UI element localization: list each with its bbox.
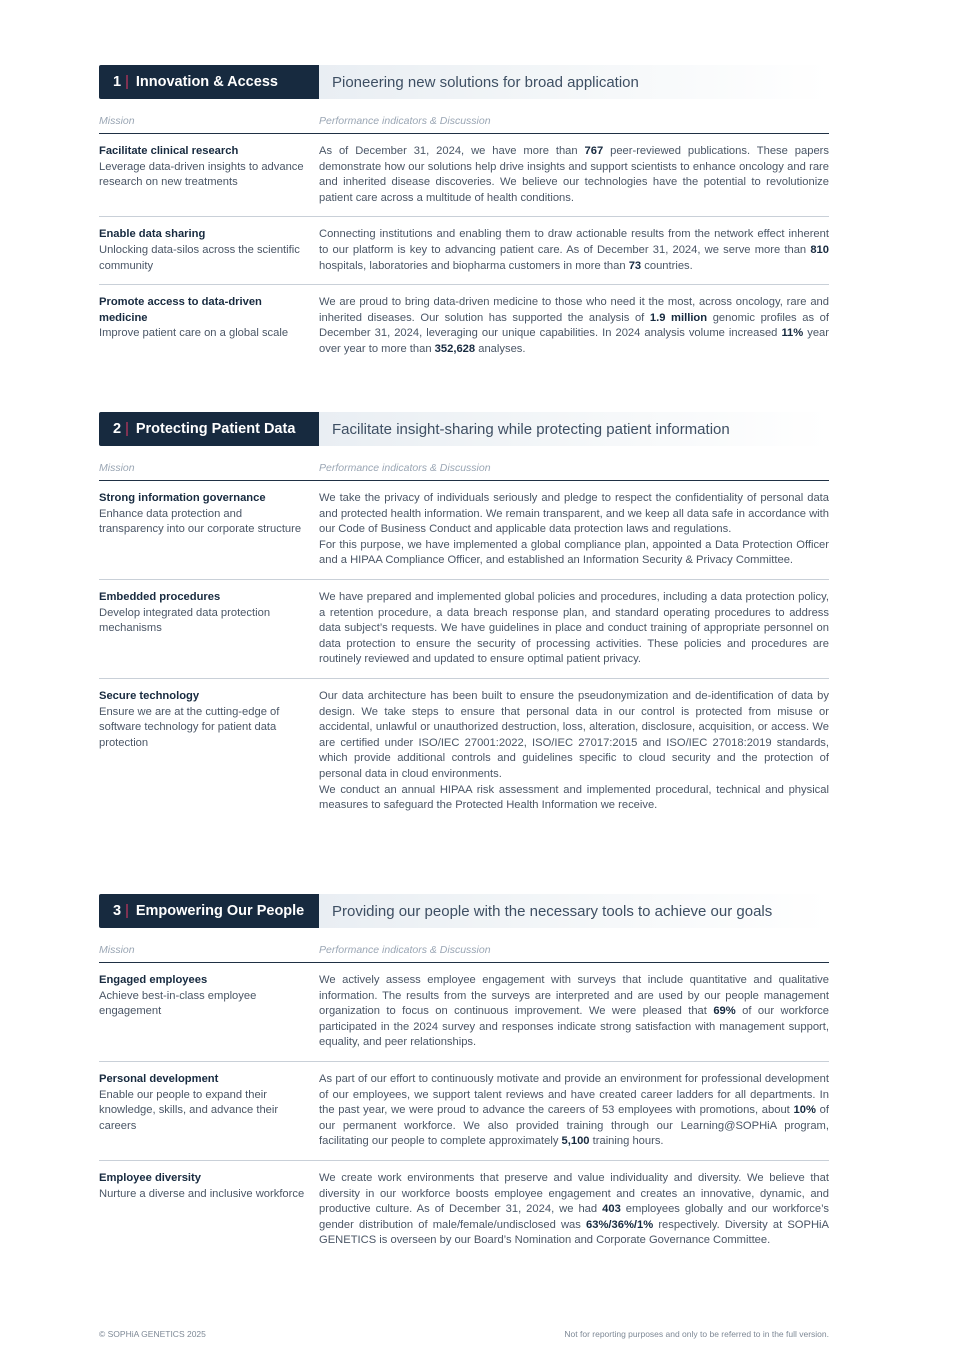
discussion-text: As of December 31, 2024, we have more than — [319, 145, 585, 157]
mission-description: Unlocking data-silos across the scientific community — [99, 243, 300, 272]
highlight-figure: 63%/36%/1% — [586, 1218, 654, 1231]
mission-title: Engaged employees — [99, 974, 208, 986]
discussion-paragraph — [319, 227, 829, 274]
discussion-text: For this purpose, we have implemented a global compliance plan, appointed a Data Protection Officer and a HIPAA Compliance Officer, and established an Information Security & Privacy Committee. — [319, 538, 829, 567]
discussion-text: We create work environments that preserve and value individuality and diversity. We believe that diversity in our workforce boosts employee engagement and creates an innovative, dynamic, and productive culture. As of December 31, 2024, we had — [319, 1171, 829, 1216]
column-headers — [99, 115, 829, 134]
discussion-text: We actively assess employee engagement with surveys that include quantitative and qualitative information. The results from the surveys are interpreted and are used by our people management organization to focus on continuous improvement. We were pleased that — [319, 974, 829, 1018]
mission-rows — [99, 963, 829, 1259]
mission-cell — [99, 295, 319, 357]
discussion-text: year over year to more than — [319, 327, 830, 355]
highlight-figure: 69% — [713, 1005, 736, 1018]
highlight-figure: 10% — [793, 1104, 816, 1117]
table-row — [99, 285, 829, 367]
discussion-text: employees globally and our workforce’s gender distribution of male/female/undisclosed was — [319, 1203, 829, 1231]
section-header — [99, 412, 829, 446]
mission-cell — [99, 590, 319, 668]
highlight-figure: 403 — [602, 1203, 621, 1216]
discussion-text: Connecting institutions and enabling them to draw actionable results from the network effect inherent to our platform is key to advancing patient care. As of December 31, 2024, we serve more than — [319, 228, 829, 256]
mission-description: Enhance data protection and transparency into our corporate structure — [99, 507, 302, 536]
section-title: Protecting Patient Data — [135, 421, 296, 437]
discussion-text: We are proud to bring data-driven medicine to those who need it the most, across oncology, rare and inherited diseases. Our solution has supported the analysis of — [319, 296, 829, 324]
mission-title: Enable data sharing — [99, 228, 206, 241]
table-row — [99, 679, 829, 824]
table-row — [99, 1062, 829, 1161]
mission-rows — [99, 134, 829, 368]
discussion-text: We conduct an annual HIPAA risk assessment and implemented procedural, technical and physical measures to safeguard the Protected Health Information we receive. — [319, 783, 829, 812]
section-divider: | — [125, 903, 129, 919]
section-protecting-patient-data — [99, 412, 829, 824]
mission-title: Secure technology — [99, 689, 200, 702]
discussion-paragraph — [319, 538, 829, 569]
section-title: Empowering Our People — [135, 903, 305, 919]
discussion-paragraph — [319, 144, 829, 206]
column-header-mission: Mission — [99, 462, 135, 474]
discussion-cell — [319, 491, 829, 569]
discussion-text: We take the privacy of individuals seriously and pledge to respect the confidentiality of personal data and protected health information. We remain transparent, and we keep all data safe in accordance with our Code of Business Conduct and applicable data protection laws and regulations. — [319, 492, 829, 536]
discussion-cell — [319, 295, 829, 357]
mission-title: Facilitate clinical research — [99, 145, 239, 157]
column-header-performance: Performance indicators & Discussion — [319, 462, 491, 474]
section-number: 2 — [113, 421, 122, 437]
discussion-text: training hours. — [589, 1135, 664, 1148]
column-headers — [99, 944, 829, 963]
section-divider: | — [125, 74, 129, 90]
mission-title: Embedded procedures — [99, 590, 221, 603]
page-footer — [99, 1329, 829, 1339]
section-subtitle: Facilitate insight-sharing while protecting patient information — [319, 412, 829, 446]
mission-cell — [99, 227, 319, 274]
section-title-tab — [99, 412, 319, 446]
section-subtitle: Pioneering new solutions for broad application — [319, 65, 829, 99]
mission-description: Develop integrated data protection mechanisms — [99, 606, 271, 635]
mission-description: Enable our people to expand their knowledge, skills, and advance their careers — [99, 1088, 279, 1132]
discussion-cell — [319, 973, 829, 1051]
table-row — [99, 134, 829, 217]
table-row — [99, 217, 829, 285]
discussion-paragraph — [319, 973, 829, 1051]
highlight-figure: 11% — [781, 327, 804, 340]
table-row — [99, 963, 829, 1062]
discussion-text: Our data architecture has been built to ensure the pseudonymization and de-identification of data by design. We take steps to ensure that personal data in our control is protected from misuse or accidental, unlawful or unauthorized destruction, loss, alteration, disclosure, acquisition, or access. We are certified under ISO/IEC 27001:2022, ISO/IEC 27017:2015 and ISO/IEC 27018:2019 standards, which provide additional controls and guidelines specific to cloud security and the protection of personal data in cloud environments. — [319, 689, 829, 780]
section-number: 1 — [113, 74, 122, 90]
mission-description: Ensure we are at the cutting-edge of software technology for patient data protection — [99, 705, 280, 749]
footer-copyright: © SOPHiA GENETICS 2025 — [99, 1329, 206, 1339]
column-header-mission: Mission — [99, 944, 135, 956]
discussion-paragraph — [319, 1171, 829, 1249]
discussion-paragraph — [319, 295, 829, 357]
discussion-paragraph — [319, 491, 829, 538]
mission-title: Strong information governance — [99, 492, 266, 504]
highlight-figure: 810 — [810, 243, 829, 256]
discussion-text: We have prepared and implemented global policies and procedures, including a data protection policy, a retention procedure, a data breach response plan, and standard operating procedures to address data subject’s requests. We have guidelines in place and conduct training of appropriate personnel on data protection to ensure the security of processing activities. These policies and procedures are routinely reviewed and updated to ensure optimal patient privacy. — [319, 590, 829, 666]
discussion-cell — [319, 689, 829, 814]
mission-description: Achieve best-in-class employee engagement — [99, 989, 257, 1018]
mission-description: Improve patient care on a global scale — [99, 327, 289, 340]
section-empowering-our-people — [99, 894, 829, 1259]
section-title-tab — [99, 894, 319, 928]
discussion-paragraph — [319, 590, 829, 668]
section-innovation-access — [99, 65, 829, 368]
discussion-cell — [319, 1171, 829, 1249]
highlight-figure: 352,628 — [434, 342, 476, 355]
mission-cell — [99, 1072, 319, 1150]
mission-cell — [99, 491, 319, 569]
section-subtitle: Providing our people with the necessary tools to achieve our goals — [319, 894, 829, 928]
discussion-cell — [319, 1072, 829, 1150]
discussion-text: As part of our effort to continuously motivate and provide an environment for professional development of our employees, we support talent reviews and have created career ladders for all departments. In the past year, we were proud to advance the careers of 53 employees with promotions, about — [319, 1072, 829, 1117]
section-divider: | — [125, 421, 129, 437]
mission-description: Leverage data-driven insights to advance research on new treatments — [99, 160, 304, 189]
mission-title: Employee diversity — [99, 1171, 201, 1184]
discussion-text: of our workforce participated in the 2024 survey and responses indicate strong satisfaction with management support, equality, and peer relationships. — [319, 1005, 829, 1049]
mission-rows — [99, 481, 829, 824]
section-number: 3 — [113, 903, 122, 919]
discussion-text: hospitals, laboratories and biopharma customers in more than — [319, 259, 629, 272]
column-headers — [99, 462, 829, 481]
discussion-text: respectively. Diversity at SOPHiA GENETICS is overseen by our Board’s Nomination and Corporate Governance Committee. — [319, 1218, 829, 1247]
discussion-text: peer-reviewed publications. These papers demonstrate how our solutions help drive insights and support scientists to enhance oncology and rare and inherited disease discoveries. We believe our technologies have the potential to revolutionize patient care across a multitude of health conditions. — [319, 145, 829, 204]
table-row — [99, 1161, 829, 1259]
mission-cell — [99, 689, 319, 814]
discussion-text: of our permanent workforce. We also provided training through our Learning@SOPHiA program, facilitating our people to complete approximately — [319, 1104, 829, 1148]
discussion-text: genomic profiles as of December 31, 2024, leveraging our unique capabilities. In 2024 analysis volume increased — [319, 311, 829, 340]
mission-cell — [99, 144, 319, 206]
table-row — [99, 481, 829, 580]
footer-disclaimer: Not for reporting purposes and only to be referred to in the full version. — [564, 1329, 829, 1339]
discussion-cell — [319, 227, 829, 274]
mission-description: Nurture a diverse and inclusive workforce — [99, 1187, 305, 1200]
section-title: Innovation & Access — [135, 74, 278, 90]
mission-cell — [99, 973, 319, 1051]
mission-title: Personal development — [99, 1072, 219, 1085]
mission-cell — [99, 1171, 319, 1249]
discussion-cell — [319, 590, 829, 668]
mission-title: Promote access to data-driven medicine — [99, 296, 262, 324]
column-header-performance: Performance indicators & Discussion — [319, 115, 491, 127]
highlight-figure: 5,100 — [561, 1135, 590, 1148]
section-header — [99, 894, 829, 928]
discussion-text: analyses. — [475, 342, 526, 355]
discussion-paragraph — [319, 689, 829, 783]
column-header-mission: Mission — [99, 115, 135, 127]
discussion-paragraph — [319, 1072, 829, 1150]
discussion-paragraph — [319, 783, 829, 814]
highlight-figure: 1.9 million — [649, 311, 708, 324]
column-header-performance: Performance indicators & Discussion — [319, 944, 491, 956]
section-title-tab — [99, 65, 319, 99]
table-row — [99, 580, 829, 679]
discussion-text: countries. — [641, 259, 693, 272]
highlight-figure: 73 — [628, 259, 642, 272]
highlight-figure: 767 — [584, 145, 604, 157]
section-header — [99, 65, 829, 99]
discussion-cell — [319, 144, 829, 206]
